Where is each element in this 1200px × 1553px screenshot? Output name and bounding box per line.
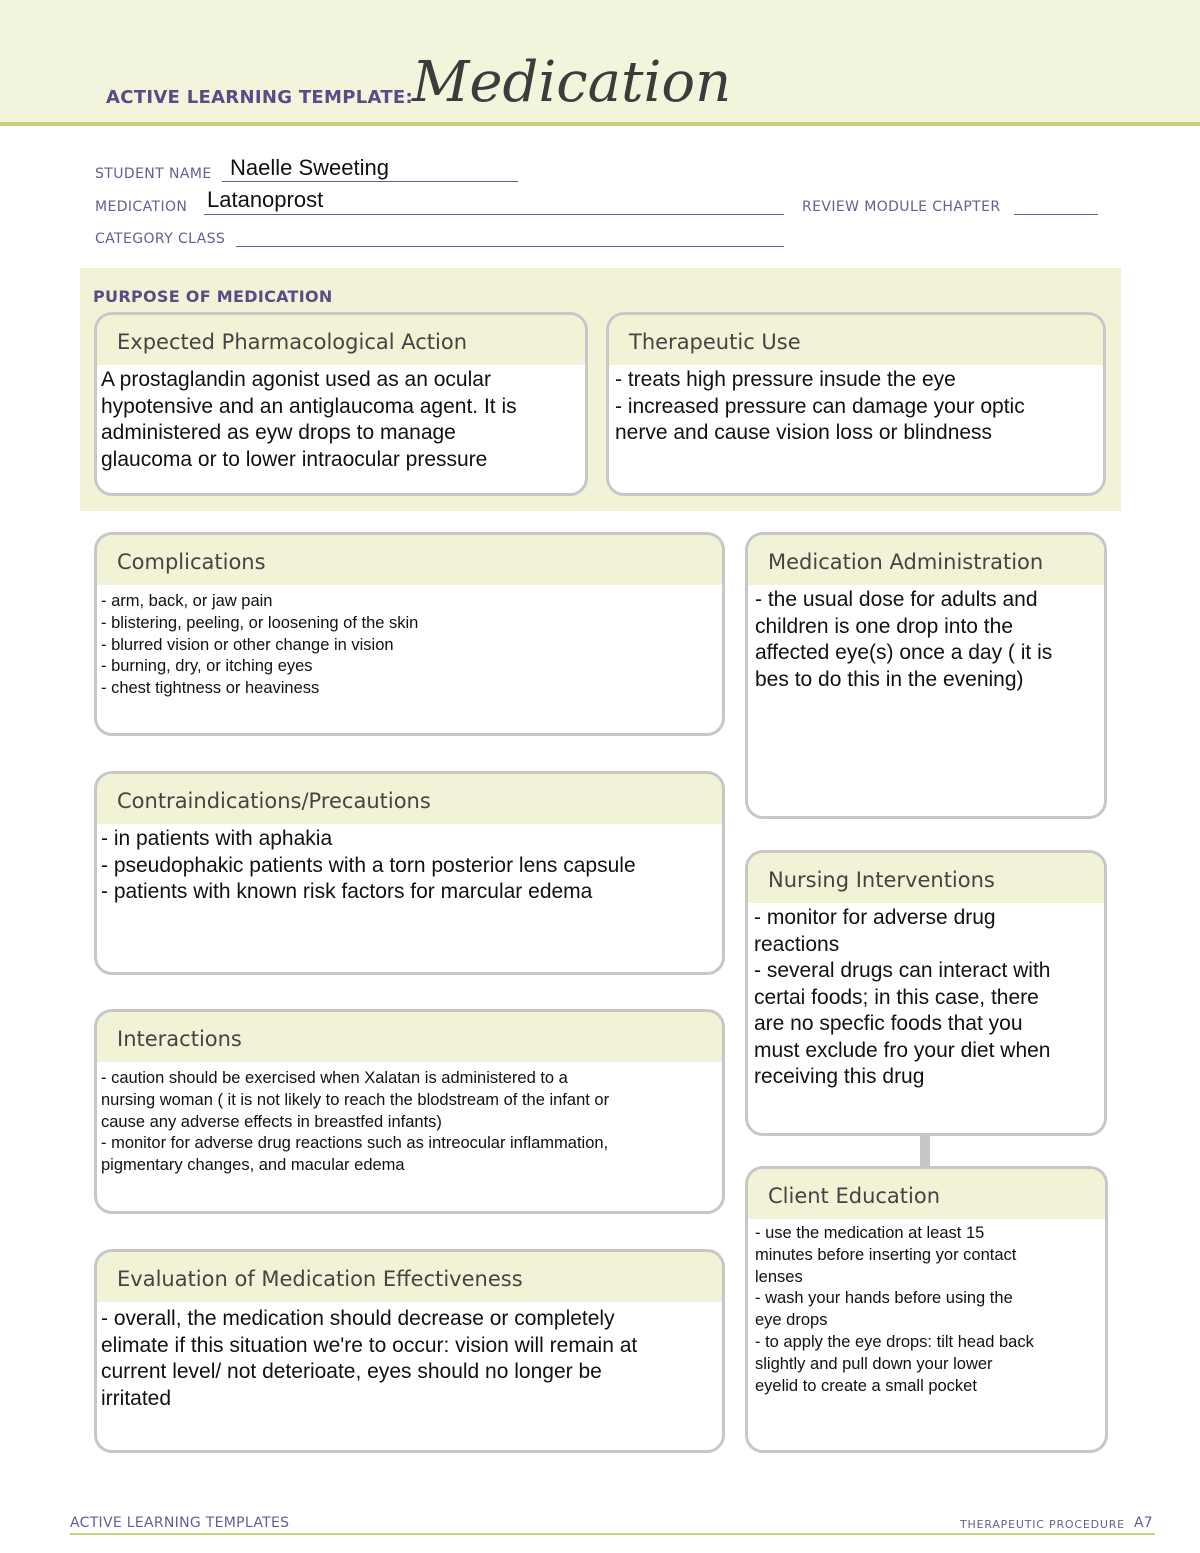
therapeutic-use-text[interactable] [609, 365, 1103, 447]
purpose-label: PURPOSE OF MEDICATION [93, 287, 333, 306]
text-line: - use the medication at least 15 [755, 1224, 985, 1242]
review-module-field[interactable] [1014, 214, 1098, 215]
client-education-text[interactable] [748, 1219, 1105, 1397]
text-line: - treats high pressure insude the eye [615, 368, 956, 391]
student-name-label: STUDENT NAME [95, 166, 212, 182]
text-line: eyelid to create a small pocket [755, 1376, 977, 1395]
contraindications-title: Contraindications/Precautions [97, 774, 722, 824]
evaluation-card [94, 1249, 725, 1453]
text-line: cause any adverse effects in breastfed infants) [101, 1112, 442, 1131]
text-line: - patients with known risk factors for marcular edema [101, 880, 593, 903]
text-line: nerve and cause vision loss or blindness [615, 421, 993, 444]
interactions-card [94, 1009, 725, 1214]
category-class-label: CATEGORY CLASS [95, 231, 226, 247]
footer-procedure-label: THERAPEUTIC PROCEDURE [960, 1518, 1125, 1531]
contraindications-text[interactable] [97, 824, 722, 906]
footer-rule [70, 1533, 1155, 1535]
text-line: pigmentary changes, and macular edema [101, 1156, 405, 1175]
therapeutic-use-card [606, 312, 1106, 496]
medication-underline [204, 214, 784, 215]
evaluation-title: Evaluation of Medication Effectiveness [97, 1252, 722, 1302]
text-line: are no specfic foods that you [754, 1012, 1023, 1035]
text-line: - increased pressure can damage your optic [615, 394, 1025, 418]
text-line: children is one drop into the [755, 614, 1013, 638]
student-name-underline [222, 181, 518, 182]
nursing-interventions-text[interactable] [748, 903, 1104, 1091]
client-education-card [745, 1166, 1108, 1453]
expected-action-title: Expected Pharmacological Action [97, 315, 585, 365]
complications-card [94, 532, 725, 736]
text-line: hypotensive and an antiglaucoma agent. It is [101, 394, 517, 418]
text-line: eye drops [755, 1311, 828, 1330]
interactions-text[interactable] [97, 1062, 722, 1177]
text-line: - pseudophakic patients with a torn posterior lens capsule [101, 853, 636, 877]
page-title: Medication [412, 50, 732, 115]
text-line: reactions [754, 932, 840, 956]
text-line: current level/ not deterioate, eyes should no longer be [101, 1360, 602, 1383]
text-line: - in patients with aphakia [101, 827, 333, 850]
page-number: A7 [1134, 1515, 1153, 1531]
text-line: must exclude fro your diet when [754, 1038, 1051, 1062]
text-line: minutes before inserting yor contact [755, 1245, 1017, 1264]
evaluation-text[interactable] [97, 1302, 722, 1412]
expected-action-card [94, 312, 588, 496]
text-line: lenses [755, 1267, 803, 1286]
text-line: administered as eyw drops to manage [101, 421, 456, 444]
template-label: ACTIVE LEARNING TEMPLATE: [106, 87, 413, 108]
text-line: - to apply the eye drops: tilt head back [755, 1332, 1034, 1351]
text-line: nursing woman ( it is not likely to reach the blodstream of the infant or [101, 1090, 610, 1109]
footer-template-label: ACTIVE LEARNING TEMPLATES [70, 1515, 290, 1531]
text-line: - chest tightness or heaviness [101, 679, 320, 698]
text-line: - blurred vision or other change in vision [101, 635, 394, 654]
complications-title: Complications [97, 535, 722, 585]
text-line: - the usual dose for adults and [755, 588, 1038, 611]
text-line: - blistering, peeling, or loosening of the skin [101, 613, 419, 632]
text-line: - arm, back, or jaw pain [101, 592, 273, 610]
text-line: glaucoma or to lower intraocular pressure [101, 447, 488, 471]
header-rule [0, 122, 1200, 126]
text-line: irritated [101, 1386, 172, 1410]
text-line: - monitor for adverse drug [754, 906, 996, 929]
review-module-label: REVIEW MODULE CHAPTER [802, 199, 1001, 215]
text-line: - several drugs can interact with [754, 959, 1051, 982]
text-line: affected eye(s) once a day ( it is [755, 641, 1053, 664]
administration-card [745, 532, 1107, 819]
contraindications-card [94, 771, 725, 975]
medication-field[interactable]: Latanoprost [207, 187, 324, 212]
text-line: - overall, the medication should decrease or completely [101, 1307, 615, 1330]
expected-action-text[interactable] [97, 365, 585, 473]
nursing-interventions-card [745, 850, 1107, 1136]
interactions-title: Interactions [97, 1012, 722, 1062]
text-line: elimate if this situation we're to occur: vision will remain at [101, 1333, 638, 1357]
student-name-field[interactable]: Naelle Sweeting [230, 155, 389, 180]
text-line: slightly and pull down your lower [755, 1354, 993, 1373]
text-line: - monitor for adverse drug reactions such as intreocular inflammation, [101, 1134, 609, 1153]
medication-label: MEDICATION [95, 199, 188, 215]
nursing-interventions-title: Nursing Interventions [748, 853, 1104, 903]
text-line: - wash your hands before using the [755, 1289, 1013, 1308]
category-class-field[interactable] [236, 246, 784, 247]
text-line: certai foods; in this case, there [754, 985, 1039, 1009]
complications-text[interactable] [97, 585, 722, 700]
client-education-title: Client Education [748, 1169, 1105, 1219]
text-line: - burning, dry, or itching eyes [101, 657, 313, 676]
text-line: receiving this drug [754, 1065, 925, 1088]
text-line: bes to do this in the evening) [755, 667, 1024, 691]
text-line: - caution should be exercised when Xalatan is administered to a [101, 1069, 568, 1087]
administration-title: Medication Administration [748, 535, 1104, 585]
therapeutic-use-title: Therapeutic Use [609, 315, 1103, 365]
text-line: A prostaglandin agonist used as an ocular [101, 368, 491, 391]
administration-text[interactable] [748, 585, 1104, 693]
card-connector [920, 1134, 930, 1167]
